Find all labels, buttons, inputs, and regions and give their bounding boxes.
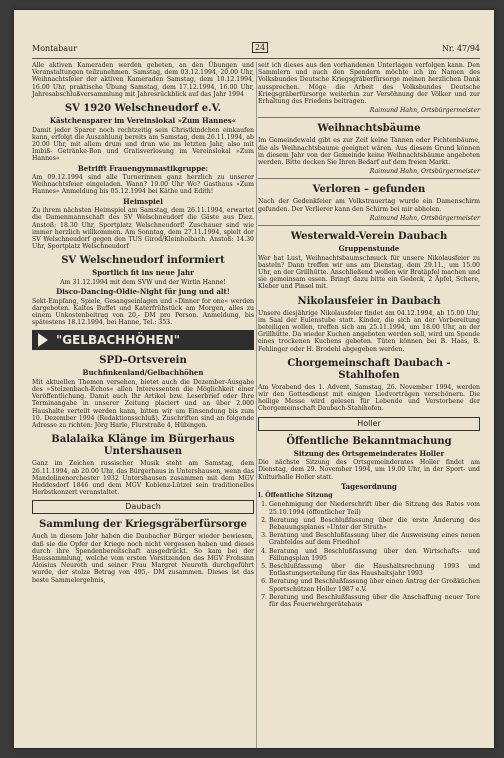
sv1920-paragraph-2: Am 09.12.1994 sind alle Turnerinnen ganz herzlich zu unserer Weihnachtsfeier eingeladen. Wann? 19.00 Uhr Wo? Gasthaus »Zum Hannes« Anmeldung bis 05.12.1994 bei Käthe und Edith! xyxy=(32,174,254,196)
bekanntmachung-title: Öffentliche Bekanntmachung xyxy=(286,435,452,447)
tagesordnung-list xyxy=(258,501,480,608)
tagesordnung-subtitle: I. Öffentliche Sitzung xyxy=(258,492,333,500)
spd-subtitle: Buchfinkenland/Gelbachhöhen xyxy=(82,368,204,378)
verloren-paragraph: Nach der Gedenkfeier am Volkstrauertag wurde ein Damenschirm gefunden. Der Verlierer kann den Schirm bei mir abholen. xyxy=(258,198,480,213)
list-item: 5. Beschlußfassung über die Haushaltsrechnung 1993 und Entlastungserteilung für das Haushaltsjahr 1993 xyxy=(269,563,480,577)
sammlung-paragraph: Auch in diesem Jahr haben die Daubacher Bürger wieder bewiesen, daß sie die Opfer der Kriege noch nicht vergessen haben und dieses durch ihre Spendenbereitschaft ausgedrückt. So kam bei der Haussammlung, welche vom ersten Vorsitzenden des MGV Frohsinn Aloisius Neuroth und seiner Frau Margret Neuroth durchgeführt wurde, der stolze Betrag von 495,- DM zusammen. Dieses ist das beste Sammelergebnis, xyxy=(32,533,254,584)
nikolaus-paragraph: Unsere diesjährige Nikolausfeier findet am 04.12.1994, ab 15.00 Uhr, im Saal der Eulenstube statt. Kinder, die sich an der Vorbereitung beteiligen wollen, treffen sich am 25.11.1994, um 18.00 Uhr, an der Grillhütte. Da wieder Kuchen angeboten werden soll, wird um Spende eines trockenen Kuchens gebeten. Tüten können bei B. Haas, B. Fehlinger oder H. Brodehl abgegeben werden. xyxy=(258,309,480,353)
separator xyxy=(258,225,480,226)
svw-title: SV Welschneudorf informiert xyxy=(61,255,225,267)
westerwald-paragraph: Wer hat Lust, Weihnachtsbaumschmuck für unsere Nikolausfeier zu basteln? Dann treffen wir uns am Dienstag, dem 29.11., um 15.00 Uhr, an der Grillhütte. Anschließend wollen wir Bratäpfel machen und sie gemeinsam essen. Bringt dazu bitte ein Gedeck, 2 Äpfel, Schere, Kleber und Pinsel mit. xyxy=(258,254,480,291)
page-header xyxy=(32,44,480,56)
intro-paragraph: Alle aktiven Kameraden werden gebeten, an den Übungen und Veranstaltungen teilzunehmen. Samstag, dem 03.12.1994, 20.00 Uhr, Weihnachtsfeier der aktiven Kameraden Samstag, dem 10.12.1994, 16.00 Uhr, praktische Übung Samstag, dem 17.12.1994, 16.00 Uhr, Jahresabschlußversammlung mit Jahresrückblick auf das Jahr 1994 xyxy=(32,62,254,98)
sv1920-subtitle-2: Betrifft Frauengymnastikgruppe: xyxy=(77,163,209,173)
list-item: 3. Beratung und Beschlußfassung über die Ausweisung eines neuen Grabfeldes auf dem Friedhof xyxy=(269,532,480,546)
right-column xyxy=(258,62,480,609)
sv1920-subtitle-3: Heimspiel xyxy=(123,196,163,206)
svw-subtitle: Sportlich fit ins neue Jahr xyxy=(92,268,194,278)
sv1920-paragraph-3: Zu ihrem nächsten Heimspiel am Samstag, dem 26.11.1994, erwartet die Damenmannschaft des SV Welschneudorf die Gäste aus Diez. Anstoß: 18.30 Uhr, Sportplatz Welschneudorf! Zuschauer sind wie immer herzlich willkommen. Am Sonntag, dem 27.11.1994, spielt der SV Welschneudorf gegen den TUS Girod/Kleinholbach. Anstoß: 14.30 Uhr, Sportplatz Welschneudorf xyxy=(32,207,254,251)
gelbachhoehen-banner xyxy=(32,330,254,350)
signature-2: Raimund Hahn, Ortsbürgermeister xyxy=(369,168,480,176)
triangle-icon xyxy=(38,333,48,347)
column-divider xyxy=(256,62,257,748)
newspaper-page xyxy=(14,10,494,748)
balalaika-paragraph: Ganz im Zeichen russischer Musik steht am Samstag, dem 26.11.1994, ab 20.00 Uhr, das Bürgerhaus in Untershausen, wenn das Mandolinenorchester 1932 Untershausen zusammen mit dem MGV Heddesdorf 1846 und dem MGV Koblenz-Lützel sein traditionelles Herbstkonzert veranstaltet. xyxy=(32,460,254,497)
chor-paragraph: Am Vorabend des 1. Advent, Samstag, 26. November 1994, werden wir den Gottesdienst mit einigen Liedvorträgen verschönern. Die heilige Messe wird gelesen für Lebende und Verstorbene der Chorgemeinschaft Daubach-Stahlhofen. xyxy=(258,383,480,413)
bekanntmachung-paragraph: Die nächste Sitzung des Ortsgemeinderates Holler findet am Dienstag, dem 29. November 1994, um 19.00 Uhr, in der Sport- und Kulturhalle Holler statt. xyxy=(258,459,480,481)
daubach-section-label: Daubach xyxy=(32,500,254,514)
sv1920-subtitle: Kästchensparer im Vereinslokal »Zum Hannes« xyxy=(49,116,237,126)
sv1920-paragraph-1: Damit jeder Sparer noch rechtzeitig sein Christkindchen einkaufen kann, erfolgt die Auszahlung bereits am Samstag, dem 26.11.1994, ab 20.00 Uhr, mit allem drum und dran wie im letzten Jahr, also mit Imbiß- Getränke-Bon und Gratisverlosung im Vereinslokal »Zum Hannes« xyxy=(32,126,254,163)
bekanntmachung-subtitle: Sitzung des Ortsgemeinderates Holler xyxy=(293,448,445,458)
westerwald-subtitle: Gruppenstunde xyxy=(338,244,400,254)
header-rule xyxy=(32,58,480,59)
weihnachtsbaeume-title: Weihnachtsbäume xyxy=(317,123,421,135)
sv1920-title: SV 1920 Welschneudorf e.V. xyxy=(64,103,222,115)
issue-number: Nr. 47/94 xyxy=(441,44,480,53)
svw-paragraph-1: Am 31.12.1994 mit dem SVW und der Wirtin Hanne! xyxy=(60,278,226,286)
page-number: 24 xyxy=(252,42,268,53)
list-item: 4. Beratung und Beschlußfassung über den Wirtschafts- und Fällungsplan 1995 xyxy=(269,548,480,562)
separator xyxy=(258,117,480,118)
verloren-title: Verloren – gefunden xyxy=(312,184,426,196)
banner-label: "GELBACHHÖHEN" xyxy=(56,332,181,347)
nikolaus-title: Nikolausfeier in Daubach xyxy=(297,295,441,307)
holler-section-label: Holler xyxy=(258,417,480,431)
chor-title: Chorgemeinschaft Daubach - Stahlhofen xyxy=(287,357,451,381)
sammlung-title: Sammlung der Kriegsgräberfürsorge xyxy=(39,519,247,531)
westerwald-title: Westerwald-Verein Daubach xyxy=(290,231,448,243)
sammlung-continued: seit ich dieses aus den vorhandenen Unterlagen verfolgen kann. Den Sammlern und auch den Spendern möchte ich im Namen des Volksbundes Deutsche Kriegsgräberfürsorge meinen herzlichen Dank aussprechen. Möge die Arbeit des Volksbundes Deutsche Kriegsgräberfürsorge weiterhin zur Versöhnung der Völker und zur Erhaltung des Friedens beitragen. xyxy=(258,62,480,106)
list-item: 6. Beratung und Beschlußfassung über einen Antrag der Großküchen Sportschützen Holler 1987 e.V. xyxy=(269,578,480,592)
spd-title: SPD–Ortsverein xyxy=(99,355,187,367)
separator xyxy=(258,178,480,179)
weihnachtsbaeume-paragraph: Im Gemeindewald gibt es zur Zeit keine Tannen oder Fichtenbäume, die als Weihnachtsbaume geeignet wären. Aus diesem Grund können in diesem Jahr von der Gemeinde keine Weihnachtsbäume angeboten werden. Bitte decken Sie Ihren Bedarf auf dem freien Markt. xyxy=(258,137,480,167)
svw-paragraph-2: Sekt-Empfang, Spiele, Gesangseinlagen und »Dinner for one« werden dargeboten. Kaltes Buffet und Katerfrühstück am Morgen, alles zu einem Unkostenbeitrag von 20,- DM pro Person. Anmeldung, bis spätestens 18.12.1994, bei Hanne, Tel.: 353. xyxy=(32,297,254,327)
tagesordnung-title: Tagesordnung xyxy=(341,481,397,491)
balalaika-title: Balalaika Klänge im Bürgerhaus Untershausen xyxy=(51,434,235,458)
list-item: 2. Beratung und Beschlußfassung über die erste Änderung des Bebauungsplanes »Unter der Struth« xyxy=(269,517,480,531)
list-item: 7. Beratung und Beschlußfassung über die Anschaffung neuer Tore für das Feuerwehrgerätehaus xyxy=(269,594,480,608)
left-column xyxy=(32,62,254,586)
signature-1: Raimund Hahn, Ortsbürgermeister xyxy=(369,107,480,115)
list-item: 1. Genehmigung der Niederschrift über die Sitzung des Rates vom 25.10.1994 (öffentlicher Teil) xyxy=(269,501,480,515)
header-town: Montabaur xyxy=(32,44,78,53)
svw-subtitle-2: Disco-Dancing-Oldie-Night für jung und alt! xyxy=(56,287,230,297)
signature-3: Raimund Hahn, Ortsbürgermeister xyxy=(369,214,480,222)
spd-paragraph: Mit aktuellen Themen versehen, bietet auch die Dezember-Ausgabe des »Stelzenbach-Echos« allen Interessenten die Möglichkeit einer Veröffentlichung. Damit auch Ihr Artikel bzw. Leserbrief oder Ihre Terminangabe in unserer Zeitung placiert und an über 2.000 Haushalte verteilt werden kann, bitten wir um Einsendung bis zum 10. Dezember 1994 (Redaktionsschluß). Zuschriften sind an folgende Adresse zu richten: Jörg Harle, Flurstraße 4, Hübingen. xyxy=(32,378,254,430)
